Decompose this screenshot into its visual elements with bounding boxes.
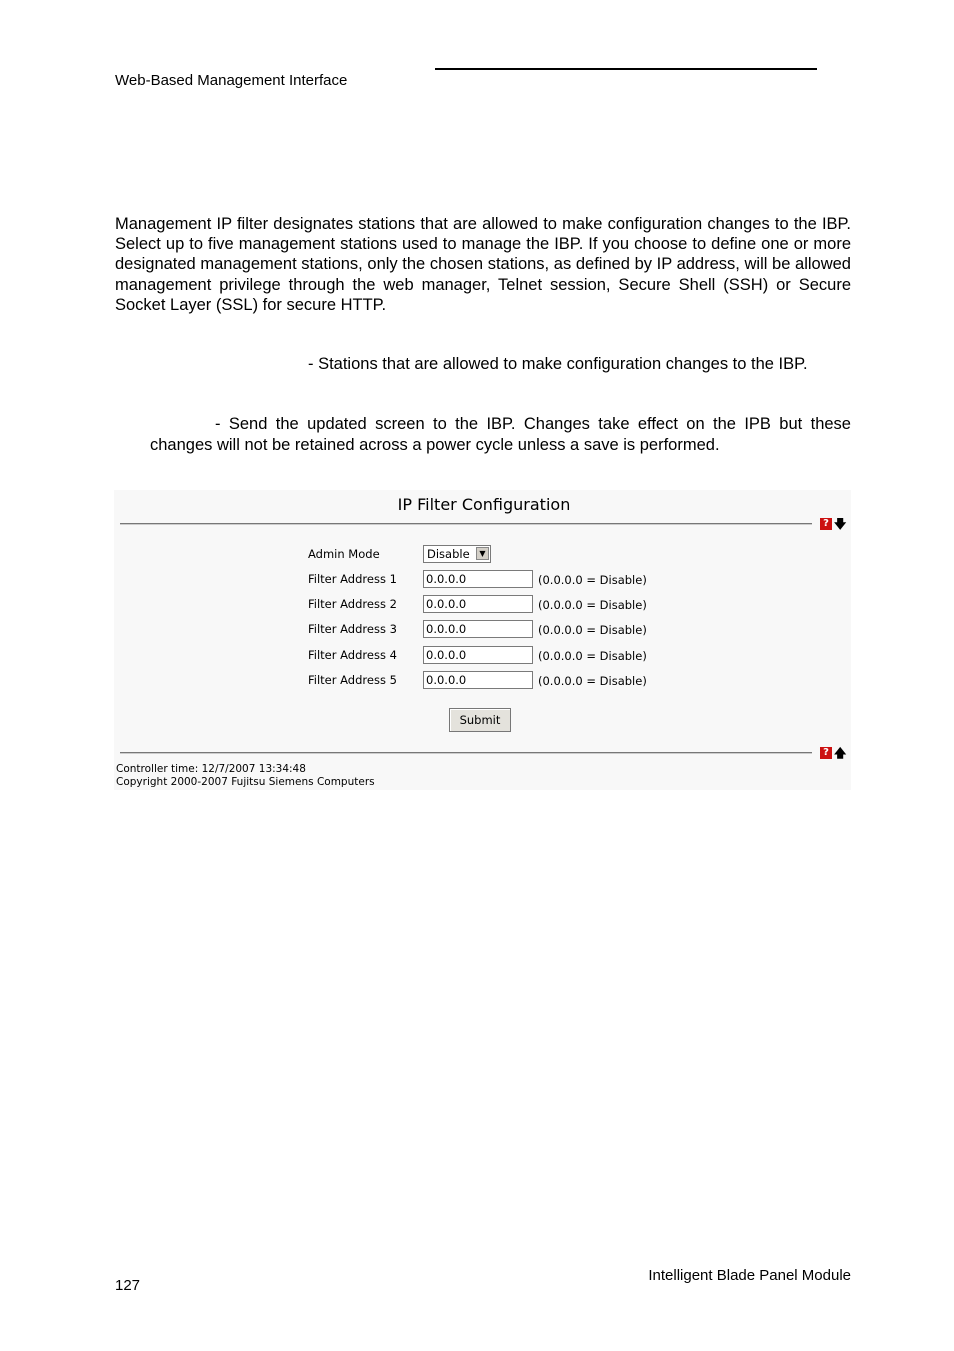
chevron-down-icon[interactable]: ▼ bbox=[476, 547, 489, 560]
screen-title: IP Filter Configuration bbox=[397, 495, 571, 514]
filter-address-input[interactable]: 0.0.0.0 bbox=[423, 671, 533, 689]
filter-label: Filter Address 4 bbox=[308, 648, 397, 662]
filter-description: - Stations that are allowed to make configuration changes to the IBP. bbox=[308, 355, 808, 373]
filter-address-input[interactable]: 0.0.0.0 bbox=[423, 646, 533, 664]
header-rule bbox=[435, 68, 817, 70]
submit-button[interactable]: Submit bbox=[449, 708, 511, 732]
bottom-divider bbox=[120, 752, 812, 754]
intro-paragraph: Management IP filter designates stations that are allowed to make configuration changes to the IBP. Select up to five management stations used to manage the IBP. If you choose to define one or more designated management stations, only the chosen stations, as defined by IP address, will be allowed management privilege through the web manager, Telnet session, Secure Shell (SSH) or Secure Socket Layer (SSL) for secure HTTP. bbox=[115, 215, 851, 314]
submit-description bbox=[150, 414, 851, 456]
filter-hint: (0.0.0.0 = Disable) bbox=[538, 649, 647, 663]
page-number: 127 bbox=[115, 1277, 141, 1294]
filter-address-input[interactable]: 0.0.0.0 bbox=[423, 620, 533, 638]
running-header: Web-Based Management Interface bbox=[115, 72, 348, 89]
filter-hint: (0.0.0.0 = Disable) bbox=[538, 598, 647, 612]
filter-label: Filter Address 3 bbox=[308, 622, 397, 636]
copyright: Copyright 2000-2007 Fujitsu Siemens Computers bbox=[116, 776, 375, 788]
filter-hint: (0.0.0.0 = Disable) bbox=[538, 623, 647, 637]
top-divider bbox=[120, 523, 812, 525]
arrow-up-icon[interactable]: 🡅 bbox=[834, 746, 847, 760]
filter-label: Filter Address 2 bbox=[308, 597, 397, 611]
filter-hint: (0.0.0.0 = Disable) bbox=[538, 674, 647, 688]
filter-address-input[interactable]: 0.0.0.0 bbox=[423, 595, 533, 613]
document-title: Intelligent Blade Panel Module bbox=[648, 1267, 851, 1284]
admin-mode-select[interactable] bbox=[423, 545, 491, 563]
submit-description-line1: - Send the updated screen to the IBP. Changes take effect on the IPB but these bbox=[215, 415, 851, 433]
controller-time: Controller time: 12/7/2007 13:34:48 bbox=[116, 763, 306, 775]
submit-description-line2: changes will not be retained across a power cycle unless a save is performed. bbox=[150, 436, 720, 454]
admin-mode-label: Admin Mode bbox=[308, 547, 380, 561]
admin-mode-value: Disable bbox=[427, 547, 470, 561]
help-icon[interactable]: ? bbox=[820, 518, 832, 530]
arrow-down-icon[interactable]: 🡇 bbox=[834, 517, 847, 531]
filter-address-input[interactable]: 0.0.0.0 bbox=[423, 570, 533, 588]
help-icon[interactable]: ? bbox=[820, 747, 832, 759]
filter-label: Filter Address 5 bbox=[308, 673, 397, 687]
filter-hint: (0.0.0.0 = Disable) bbox=[538, 573, 647, 587]
filter-label: Filter Address 1 bbox=[308, 572, 397, 586]
ip-filter-screenshot bbox=[114, 490, 851, 790]
